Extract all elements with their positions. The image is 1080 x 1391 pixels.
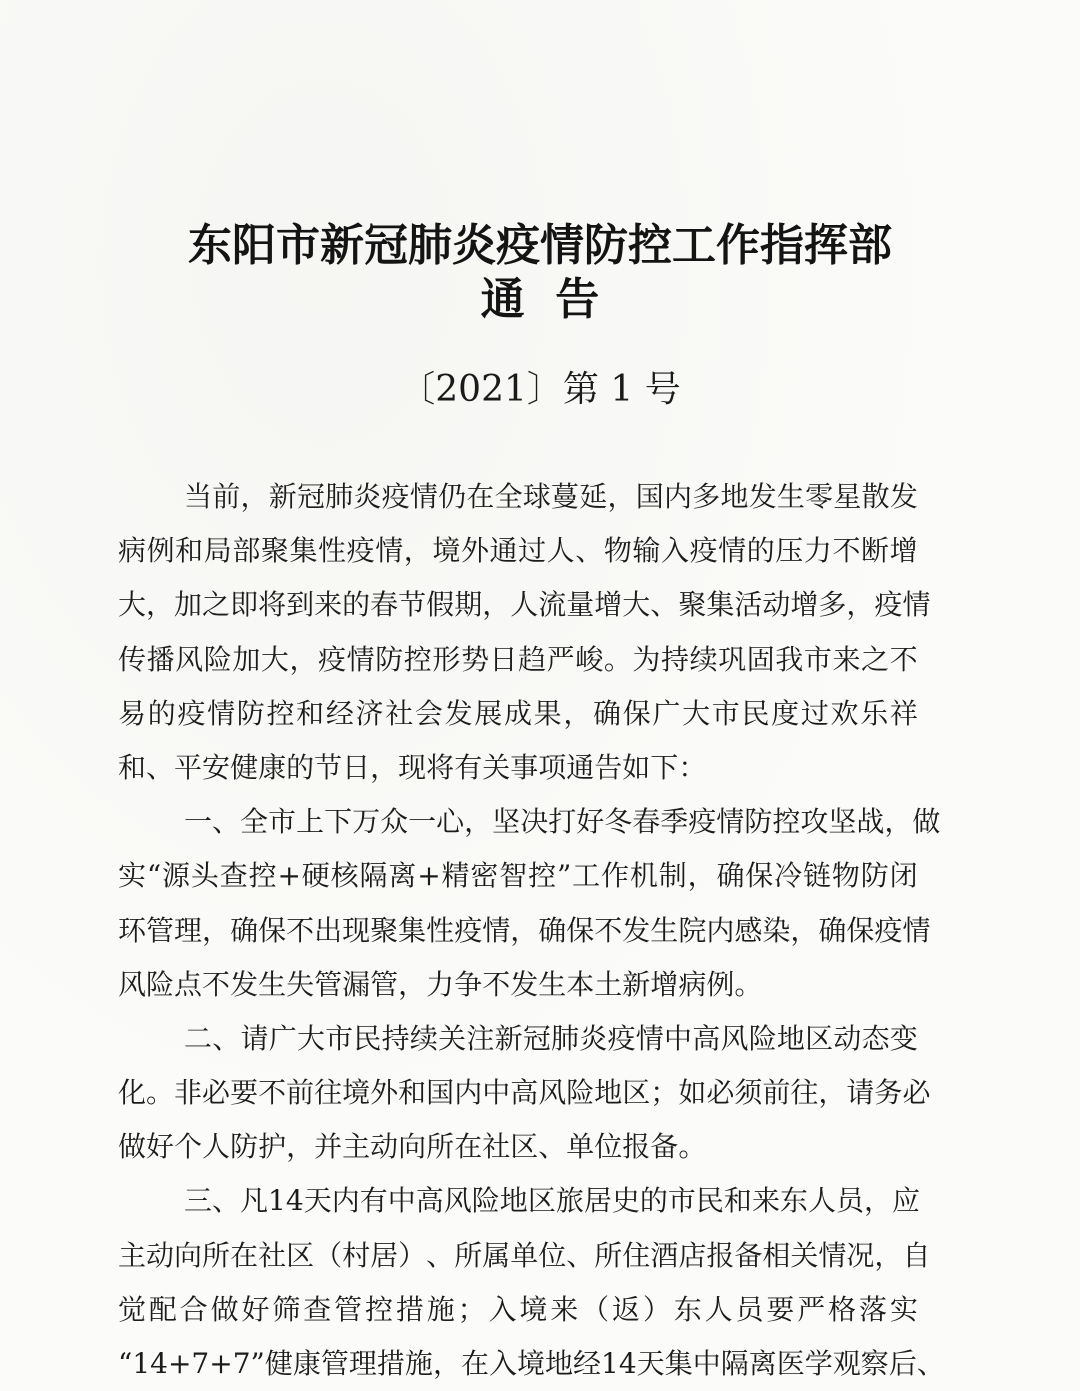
document-number: 〔2021〕第 1 号 (399, 369, 681, 410)
document-body (118, 470, 945, 1391)
document-subtitle: 通 告 (480, 274, 600, 325)
document-title: 东阳市新冠肺炎疫情防控工作指挥部 (188, 220, 892, 271)
body-line: 易 的 疫 情 防 控 和 经 济 社 会 发 展 成 果 ， 确 保 广 大 市 民 度 过 欢 乐 祥 (118, 696, 918, 730)
body-line: 病 例 和 局 部 聚 集 性 疫 情 ， 境 外 通 过 人 、 物 输 入 疫 情 的 压 力 不 断 增 (118, 534, 918, 568)
body-line: 传 播 风 险 加 大 ， 疫 情 防 控 形 势 日 趋 严 峻 。 为 持 续 巩 固 我 市 来 之 不 (118, 642, 918, 676)
body-line: 三 、 凡 14 天 内 有 中 高 风 险 地 区 旅 居 史 的 市 民 和 来 东 人 员 ， 应 (184, 1184, 921, 1218)
body-line: 环 管 理 ， 确 保 不 出 现 聚 集 性 疫 情 ， 确 保 不 发 生 院 内 感 染 ， 确 保 疫 情 (118, 913, 931, 947)
body-line: 一 、 全 市 上 下 万 众 一 心 ， 坚 决 打 好 冬 春 季 疫 情 防 控 攻 坚 战 ， 做 (184, 805, 941, 839)
body-line: 主 动 向 所 在 社 区 （ 村 居 ） 、 所 属 单 位 、 所 住 酒 店 报 备 相 关 情 况 ， 自 (118, 1238, 931, 1272)
body-line: 化 。 非 必 要 不 前 往 境 外 和 国 内 中 高 风 险 地 区 ； 如 必 须 前 往 ， 请 务 必 (118, 1076, 931, 1110)
body-line: 大 ， 加 之 即 将 到 来 的 春 节 假 期 ， 人 流 量 增 大 、 聚 集 活 动 增 多 ， 疫 情 (118, 588, 931, 622)
body-line: 觉 配 合 做 好 筛 查 管 控 措 施 ； 入 境 来 （ 返 ） 东 人 员 要 严 格 落 实 (118, 1292, 918, 1326)
body-line: 风 险 点 不 发 生 失 管 漏 管 ， 力 争 不 发 生 本 土 新 增 病 例 。 (118, 967, 763, 1001)
body-line: 和 、 平 安 健 康 的 节 日 ， 现 将 有 关 事 项 通 告 如 下 ： (118, 750, 707, 784)
body-line: “ 14+7+7 ” 健 康 管 理 措 施 ， 在 入 境 地 经 14 天 集 中 隔 离 医 学 观 察 后 、 (118, 1347, 945, 1380)
body-line: 当 前 ， 新 冠 肺 炎 疫 情 仍 在 全 球 蔓 延 ， 国 内 多 地 发 生 零 星 散 发 (184, 480, 918, 513)
body-line: 实 “ 源 头 查 控 + 硬 核 隔 离 + 精 密 智 控 ” 工 作 机 制 ， 确 保 冷 链 物 防 闭 (118, 859, 918, 893)
body-line: 做 好 个 人 防 护 ， 并 主 动 向 所 在 社 区 、 单 位 报 备 。 (118, 1130, 707, 1164)
body-line: 二 、 请 广 大 市 民 持 续 关 注 新 冠 肺 炎 疫 情 中 高 风 险 地 区 动 态 变 (184, 1021, 918, 1055)
